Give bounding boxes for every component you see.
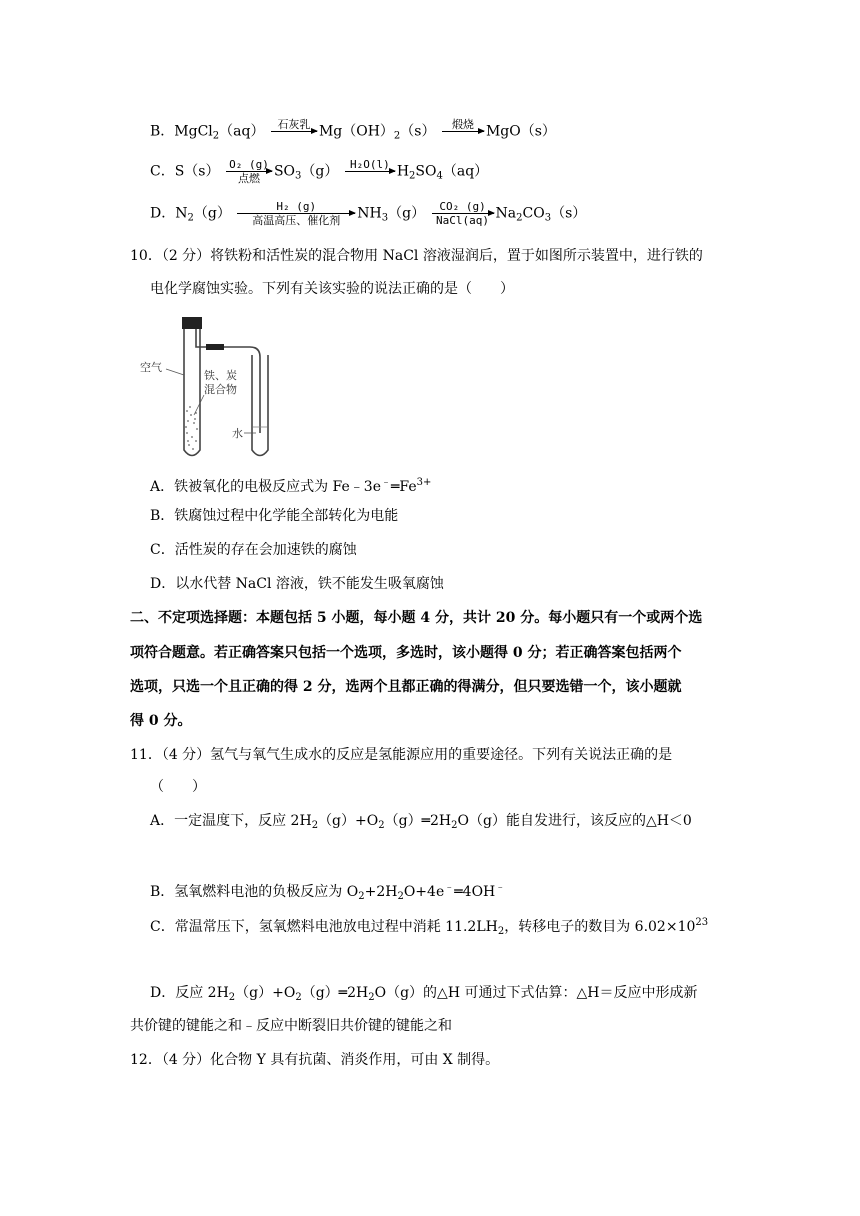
q10-stem-line2: 电化学腐蚀实验。下列有关该实验的说法正确的是（ ） xyxy=(150,281,514,297)
q11-stem-line2: （ ） xyxy=(150,779,206,795)
q10-option-c: C．活性炭的存在会加速铁的腐蚀 xyxy=(150,542,357,558)
section2-heading-line2: 项符合题意。若正确答案只包括一个选项，多选时，该小题得 0 分；若正确答案包括两个 xyxy=(130,645,682,661)
q11-option-d-line2: 共价键的键能之和﹣反应中断裂旧共价键的键能之和 xyxy=(130,1018,452,1034)
iron-carbon-mixture xyxy=(185,406,198,450)
q11-stem-line1: 11．（4 分）氢气与氧气生成水的反应是氢能源应用的重要途径。下列有关说法正确的是 xyxy=(130,747,673,763)
reaction-arrow: 石灰乳 xyxy=(271,118,317,145)
reaction-arrow: 煅烧 xyxy=(442,118,484,145)
section2-heading-line3: 选项，只选一个且正确的得 2 分，选两个且都正确的得满分，但只要选错一个，该小题就 xyxy=(130,679,682,695)
section2-heading-line4: 得 0 分。 xyxy=(130,713,192,729)
q9-option-d: D．$N_2(g)$ H₂ (g) 高温高压、催化剂 $NH_3(g)$ CO₂ (g) NaCl(aq) $Na_2CO_3(s)$ xyxy=(150,200,587,227)
reaction-arrow: H₂ (g) 高温高压、催化剂 xyxy=(237,200,355,227)
q10-stem-line1: 10．（2 分）将铁粉和活性炭的混合物用 NaCl 溶液湿润后，置于如图所示装置中，进行铁的 xyxy=(130,248,703,264)
rubber-stopper xyxy=(182,317,202,329)
label-water: 水 xyxy=(232,427,243,440)
q11-option-b: B．氢氧燃料电池的负极反应为 $O_2+2H_2O+4e^﹣═4OH^﹣$ xyxy=(150,882,506,902)
section2-heading-line1: 二、不定项选择题：本题包括 5 小题，每小题 4 分，共计 20 分。每小题只有一个或两个选 xyxy=(130,610,703,626)
q9-option-c: C．S（s） O₂ (g) 点燃 $SO_3(g)$ H₂O(l) $H_2SO_4(aq)$ xyxy=(150,158,489,185)
reaction-arrow: H₂O(l) xyxy=(345,158,395,185)
q10-option-d: D．以水代替 NaCl 溶液，铁不能发生吸氧腐蚀 xyxy=(150,576,444,592)
q10-option-a: A．铁被氧化的电极反应式为 $Fe﹣3e^﹣═Fe^{3+}$ xyxy=(150,477,432,495)
q11-option-c: C．常温常压下，氢氧燃料电池放电过程中消耗 $11.2LH_2$，转移电子的数目为 $6.02\times 10^{23}$ xyxy=(150,917,709,937)
rubber-connector xyxy=(206,344,224,350)
label-iron-carbon: 铁、炭 xyxy=(204,369,237,382)
label-mixture: 混合物 xyxy=(204,383,237,396)
q11-option-d-line1: D．反应 $2H_2(g)+O_2(g)═2H_2O(g)$的△H 可通过下式估算：△H＝反应中形成新 xyxy=(150,985,698,1003)
q11-option-a: A．一定温度下，反应 $2H_2(g)+O_2(g)═2H_2O(g)$能自发进行，该反应的△H＜0 xyxy=(150,813,692,831)
apparatus-diagram xyxy=(140,315,290,465)
reaction-arrow: CO₂ (g) NaCl(aq) xyxy=(432,200,494,227)
reaction-arrow: O₂ (g) 点燃 xyxy=(226,158,272,185)
label-air: 空气 xyxy=(140,361,162,374)
q12-stem-line1: 12．（4 分）化合物 Y 具有抗菌、消炎作用，可由 X 制得。 xyxy=(130,1052,500,1068)
q10-option-b: B．铁腐蚀过程中化学能全部转化为电能 xyxy=(150,508,399,524)
q9-option-b: B．MgCl$_2$（aq） 石灰乳 $Mg(OH)_2(s)$ 煅烧 MgO（s） xyxy=(150,118,556,148)
